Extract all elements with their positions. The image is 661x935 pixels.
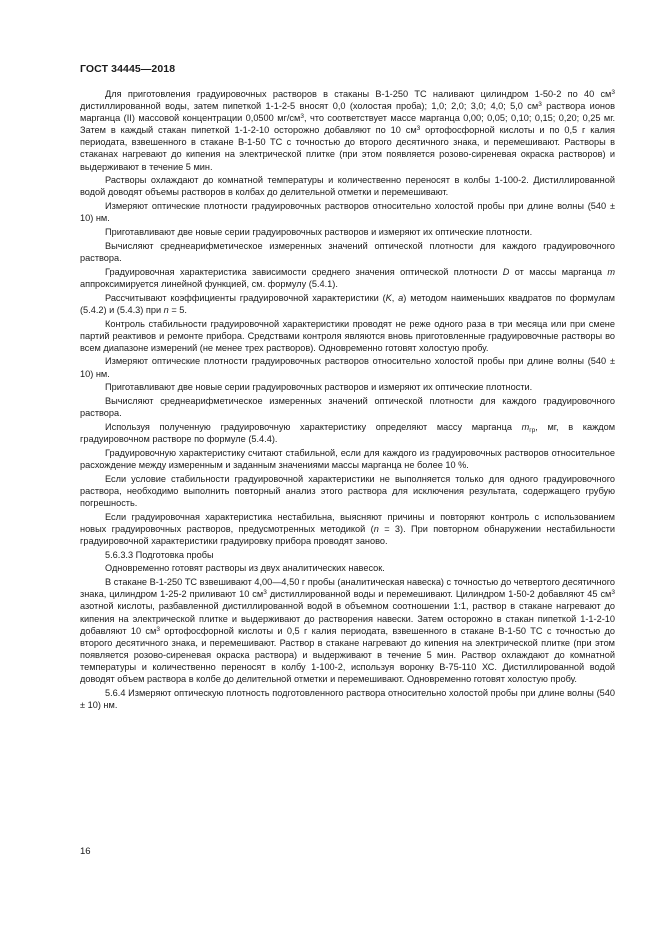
paragraph bbox=[80, 381, 615, 393]
paragraph bbox=[80, 266, 615, 290]
text-run: ) методом наименьших квадратов по формулам (5.4.2) и (5.4.3) при bbox=[80, 292, 615, 315]
paragraph bbox=[80, 240, 615, 264]
paragraph bbox=[80, 318, 615, 354]
text-run: раствора ионов марганца (II) массовой концентрации 0,0500 мг/см bbox=[80, 101, 615, 124]
text-run: Рассчитывают коэффициенты градуировочной характеристики ( bbox=[105, 292, 386, 303]
paragraph bbox=[80, 174, 615, 198]
paragraph bbox=[80, 200, 615, 224]
italic-symbol: m bbox=[521, 422, 530, 432]
italic-symbol: K bbox=[385, 292, 392, 303]
paragraph bbox=[80, 88, 615, 173]
text-run: Контроль стабильности градуировочной характеристики проводят не реже одного раза в три месяца или при смене партий реактивов и ремонте прибора. Средствами контроля являются вновь приготовленные градуировочные растворы во всем диапазоне измерений (не менее трех растворов). Одновременно готовят холостую пробу. bbox=[80, 318, 615, 353]
text-run: , bbox=[391, 292, 399, 303]
italic-symbol: n bbox=[163, 304, 169, 315]
superscript: 3 bbox=[156, 625, 160, 633]
text-run: ортофосфорной кислоты и по 0,5 г калия периодата, взвешенного в стакане В-1-50 ТС с точностью до второго десятичного знака, и перемешивают. Растворы в стаканах нагревают до кипения на электрической плитке (при этом появляется розово-сиреневая окраска растворов) и выдерживают в течение 5 мин. bbox=[80, 125, 615, 172]
text-run: = 5. bbox=[168, 304, 187, 315]
paragraph bbox=[80, 355, 615, 379]
document-body bbox=[80, 88, 615, 713]
document-header: ГОСТ 34445—2018 bbox=[80, 63, 176, 75]
text-run: дистиллированной воды и перемешивают. Цилиндром 1-50-2 добавляют 45 см bbox=[266, 589, 612, 600]
superscript: 3 bbox=[611, 89, 615, 96]
text-run: ортофосфорной кислоты и 0,5 г калия периодата, взвешенного в стакане В-1-50 ТС с точностью до второго десятичного знака, и перемешивают. Раствор в стакане нагревают до кипения на электрической плитке (при этом появляется розово-сиреневая окраска раствора) и выдерживают в течение 5 мин. Раствор охлаждают до комнатной температуры и количественно переносят в колбу 1-100-2, используя воронку В-75-110 ХС. Дистиллированной водой доводят объем раствора в колбе до делительной отметки и перемешивают. Одновременно готовят холостую пробу. bbox=[80, 625, 615, 684]
text-run: Градуировочная характеристика зависимости среднего значения оптической плотности bbox=[105, 266, 503, 277]
paragraph bbox=[80, 226, 615, 238]
text-run: Если градуировочная характеристика нестабильна, выясняют причины и повторяют контроль с использованием новых градуировочных растворов, предусмотренных методикой ( bbox=[80, 511, 615, 534]
italic-symbol: m bbox=[607, 266, 615, 277]
paragraph bbox=[80, 511, 615, 547]
text-run: 5.6.3.3 Подготовка пробы bbox=[105, 549, 214, 560]
text-run: Для приготовления градуировочных растворов в стаканы В-1-250 ТС наливают цилиндром 1-50-2 по 40 см bbox=[105, 89, 612, 99]
text-run: от массы марганца bbox=[509, 266, 608, 277]
italic-symbol: n bbox=[373, 523, 379, 534]
text-run: Если условие стабильности градуировочной характеристики не выполняется только для одного градуировочного раствора, необходимо выполнить повторный анализ этого раствора для исключения результата, содержащего грубую погрешность. bbox=[80, 473, 615, 508]
paragraph bbox=[80, 421, 615, 445]
superscript: 3 bbox=[300, 113, 304, 121]
paragraph bbox=[80, 687, 615, 711]
text-run: аппроксимируется линейной функцией, см. формулу (5.4.1). bbox=[80, 278, 338, 289]
paragraph bbox=[80, 473, 615, 509]
text-run: = 3). При повторном обнаружении нестабильности градуировочной характеристики градуировку прибора проводят заново. bbox=[80, 523, 616, 546]
italic-symbol: a bbox=[398, 292, 404, 303]
text-run: Используя полученную градуировочную характеристику определяют массу марганца bbox=[105, 422, 522, 432]
text-run: Измеряют оптические плотности градуировочных растворов относительно холостой пробы при длине волны (540 ± 10) нм. bbox=[80, 201, 615, 224]
text-run: Одновременно готовят растворы из двух аналитических навесок. bbox=[105, 563, 385, 574]
subscript: гр bbox=[529, 427, 536, 434]
paragraph bbox=[80, 562, 615, 574]
text-run: , мг, в каждом градуировочном растворе по формуле (5.4.4). bbox=[80, 422, 616, 445]
paragraph bbox=[80, 395, 615, 419]
superscript: 3 bbox=[611, 589, 615, 597]
text-run: В стакане В-1-250 ТС взвешивают 4,00—4,50 г пробы (аналитическая навеска) с точностью до четвертого десятичного знака, цилиндром 1-25-2 приливают 10 см bbox=[80, 577, 615, 600]
text-run: 5.6.4 Измеряют оптическую плотность подготовленного раствора относительно холостой пробы при длине волны (540 ± 10) нм. bbox=[80, 687, 615, 710]
page-number: 16 bbox=[80, 846, 91, 857]
text-run: Градуировочную характеристику считают стабильной, если для каждого из градуировочных растворов относительное расхождение между измеренным и заданным значениями массы марганца не более 10 %. bbox=[80, 447, 615, 470]
paragraph bbox=[80, 576, 615, 685]
paragraph bbox=[80, 447, 615, 471]
text-run: Измеряют оптические плотности градуировочных растворов относительно холостой пробы при длине волны (540 ± 10) нм. bbox=[80, 356, 615, 379]
text-run: дистиллированной воды, затем пипеткой 1-1-2-5 вносят 0,0 (холостая проба); 1,0; 2,0; 3,0; 4,0; 5,0 см bbox=[80, 101, 539, 112]
text-run: азотной кислоты, разбавленной дистиллированной водой в объемном соотношении 1:1, раствор в стакане нагревают до кипения на электрической плитке и выдерживают до растворения навески. Затем осторожно в стакан пипеткой 1-1-2-10 добавляют 10 см bbox=[80, 601, 615, 636]
superscript: 3 bbox=[263, 589, 267, 597]
italic-symbol: D bbox=[502, 266, 510, 277]
text-run: Вычисляют среднеарифметическое измеренных значений оптической плотности для каждого градуировочного раствора. bbox=[80, 240, 615, 263]
text-run: Вычисляют среднеарифметическое измеренных значений оптической плотности для каждого градуировочного раствора. bbox=[80, 396, 615, 419]
paragraph bbox=[80, 549, 615, 561]
superscript: 3 bbox=[416, 125, 421, 133]
text-run: Растворы охлаждают до комнатной температуры и количественно переносят в колбы 1-100-2. Дистиллированной водой доводят объемы растворов в колбах до делительной отметки и перемешивают. bbox=[80, 175, 615, 198]
paragraph bbox=[80, 292, 615, 316]
text-run: , что соответствует массе марганца 0,00; 0,05; 0,10; 0,15; 0,20; 0,25 мг. Затем в каждый стакан пипеткой 1-1-2-10 осторожно добавляют по 10 см bbox=[80, 113, 615, 136]
text-run: Приготавливают две новые серии градуировочных растворов и измеряют их оптические плотности. bbox=[105, 382, 533, 393]
superscript: 3 bbox=[538, 101, 542, 109]
text-run: Приготавливают две новые серии градуировочных растворов и измеряют их оптические плотности. bbox=[105, 227, 533, 238]
